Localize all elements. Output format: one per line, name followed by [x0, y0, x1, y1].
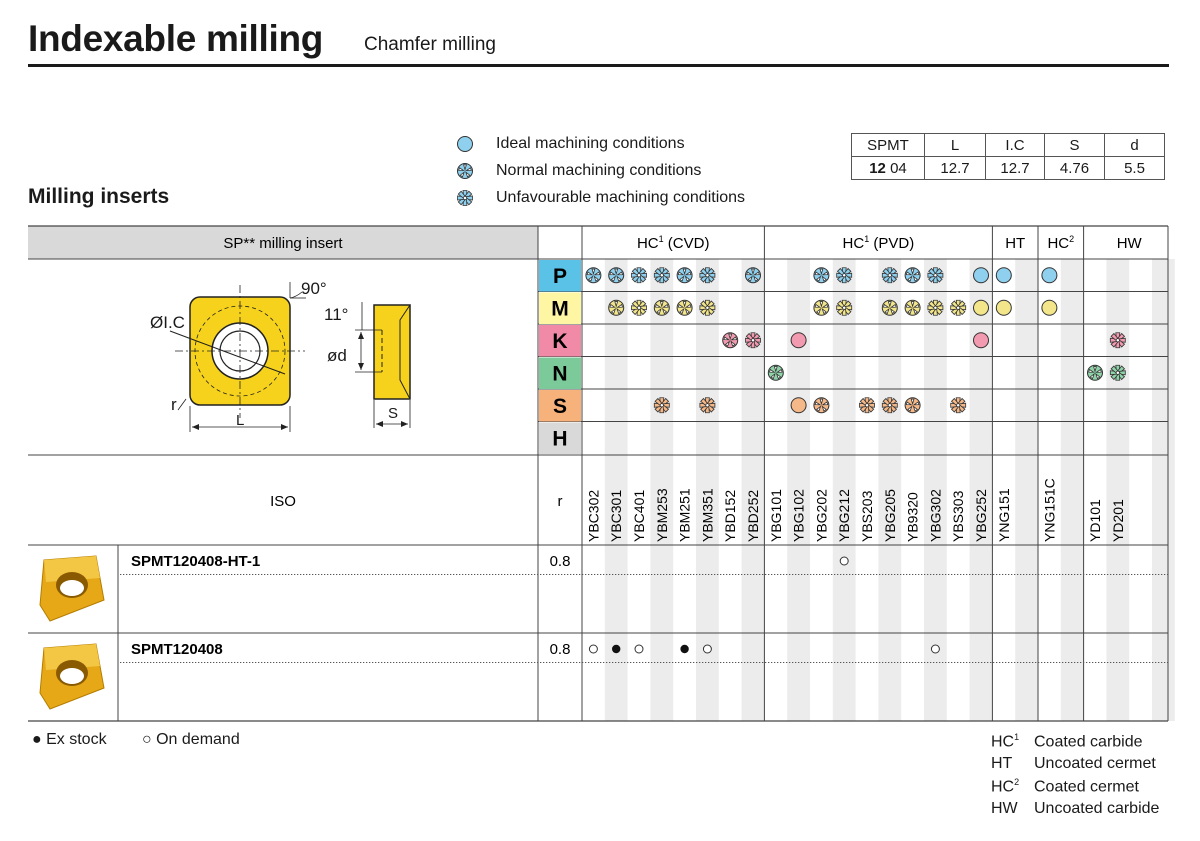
normal-condition-icon [905, 268, 920, 283]
grade-label: YD201 [1109, 499, 1126, 542]
normal-condition-icon [905, 300, 920, 315]
ideal-condition-icon [996, 268, 1011, 283]
normal-condition-icon [654, 300, 669, 315]
unfavourable-condition-icon [837, 268, 852, 283]
normal-condition-icon [677, 268, 692, 283]
material-letter: H [552, 427, 568, 451]
grade-label: YBG202 [813, 489, 830, 542]
key-row: $HC^1$ Coated carbide [991, 732, 1143, 751]
unfavourable-condition-icon [632, 268, 647, 283]
grade-label: YNG151C [1041, 478, 1058, 542]
grade-label: YBD152 [722, 489, 739, 542]
grade-label: YBM253 [653, 488, 670, 542]
material-letter: P [552, 265, 568, 288]
grade-group-header: $HC^2$ [1047, 234, 1075, 252]
dim-header: L [925, 134, 986, 157]
normal-condition-icon [677, 300, 692, 315]
normal-condition-icon [609, 268, 624, 283]
product-radius: 0.8 [549, 553, 571, 570]
dim-value: 12.7 [925, 157, 986, 180]
key-row: HT Uncoated cermet [991, 754, 1156, 772]
normal-condition-icon [814, 268, 829, 283]
legend-label: Normal machining conditions [496, 162, 702, 179]
grade-label: YBG101 [767, 489, 784, 542]
key-row: HW Uncoated carbide [991, 799, 1160, 817]
on-demand-marker [703, 645, 711, 653]
normal-condition-icon [768, 365, 783, 380]
insert-drawing [150, 279, 410, 432]
grade-label: YBG302 [927, 489, 944, 542]
dim-header: I.C [986, 134, 1045, 157]
ideal-condition-icon [974, 268, 989, 283]
l-label: L [236, 412, 245, 429]
ex-stock-marker [612, 645, 620, 653]
dim-value: 4.76 [1045, 157, 1105, 180]
ideal-condition-icon [1042, 268, 1057, 283]
insert-side-view [374, 305, 410, 399]
grade-group-header: HW [1116, 235, 1142, 252]
on-demand-label: On demand [156, 731, 240, 748]
normal-condition-icon [746, 268, 761, 283]
r-corner-label: r [171, 395, 177, 414]
grade-label: YBS303 [950, 490, 967, 542]
d-label: ød [327, 346, 347, 365]
normal-condition-icon [882, 300, 897, 315]
ideal-condition-icon [974, 300, 989, 315]
material-letter: M [551, 297, 569, 321]
unfavourable-condition-icon [951, 398, 966, 413]
iso-label: ISO [270, 493, 296, 510]
grade-label: YNG151 [995, 488, 1012, 542]
unfavourable-condition-icon [882, 268, 897, 283]
unfavourable-condition-icon [882, 398, 897, 413]
r-label: r [557, 493, 563, 510]
unfavourable-condition-icon [700, 398, 715, 413]
ideal-condition-icon [791, 333, 806, 348]
key-row: $HC^2$ Coated cermet [991, 777, 1139, 796]
s-label: S [388, 405, 399, 422]
product-radius: 0.8 [549, 641, 571, 658]
normal-condition-icon [723, 333, 738, 348]
product-code: SPMT120408 [131, 641, 223, 658]
dim-header: d [1105, 134, 1165, 157]
on-demand-legend: ○ On demand [142, 731, 240, 748]
grade-label: YBG252 [973, 489, 989, 542]
unfavourable-condition-icon [632, 300, 647, 315]
grade-label: YBC401 [631, 489, 647, 542]
on-demand-marker [840, 557, 848, 565]
on-demand-marker [931, 645, 939, 653]
material-letter: S [552, 395, 568, 418]
dim-header: SPMT [852, 134, 925, 157]
unfavourable-condition-icon [1110, 365, 1125, 380]
ideal-condition-icon [996, 300, 1011, 315]
angle-90-label: 90° [301, 279, 327, 298]
grade-label: YBC301 [608, 489, 625, 542]
unfavourable-condition-icon [928, 268, 943, 283]
ex-stock-marker [680, 645, 688, 653]
ideal-condition-icon [974, 333, 989, 348]
ex-stock-legend: ● Ex stock [32, 731, 107, 748]
normal-condition-icon [814, 300, 829, 315]
unfavourable-condition-icon [746, 333, 761, 348]
product-thumbnail [40, 556, 104, 621]
normal-condition-icon [1088, 365, 1103, 380]
angle-11-label: 11° [324, 305, 349, 324]
unfavourable-condition-icon [928, 300, 943, 315]
normal-condition-icon [905, 398, 920, 413]
ideal-condition-icon [1042, 300, 1057, 315]
material-letter: N [552, 362, 568, 386]
material-letter: K [552, 330, 568, 353]
dim-code-rest: 04 [890, 159, 907, 177]
on-demand-marker [635, 645, 643, 653]
page-subtitle: Chamfer milling [364, 34, 496, 55]
dim-value: 12.7 [986, 157, 1045, 180]
grade-group-header: HT [1005, 235, 1026, 252]
grade-label: YBS203 [859, 490, 875, 542]
dim-code-bold: 12 [869, 159, 886, 177]
grade-label: YBG212 [836, 489, 853, 542]
grade-label: YBM351 [699, 488, 716, 542]
material-key [991, 732, 1159, 822]
normal-condition-icon [586, 268, 601, 283]
normal-condition-icon [609, 300, 624, 315]
legend-label: Unfavourable machining conditions [496, 189, 746, 206]
product-code: SPMT120408-HT-1 [131, 553, 261, 570]
grade-group-header: $HC^1$ (PVD) [842, 234, 915, 252]
grade-label: YBG102 [790, 489, 807, 542]
grade-label: YB9320 [904, 492, 921, 542]
unfavourable-condition-icon [951, 300, 966, 315]
unfavourable-condition-icon [654, 398, 669, 413]
grade-label: YBC302 [585, 489, 602, 542]
dim-header: S [1045, 134, 1105, 157]
unfavourable-condition-icon [1110, 333, 1125, 348]
normal-condition-icon [814, 398, 829, 413]
unfavourable-condition-icon [860, 398, 875, 413]
unfavourable-condition-icon [837, 300, 852, 315]
grade-label: YBD252 [745, 489, 761, 542]
page-title: Indexable milling [28, 18, 324, 59]
unfavourable-condition-icon [700, 268, 715, 283]
grade-label: YD101 [1087, 499, 1103, 542]
unfavourable-condition-icon [700, 300, 715, 315]
grade-group-header: $HC^1$ (CVD) [636, 234, 710, 252]
grade-label: YBG205 [881, 489, 898, 542]
section-title: Milling inserts [28, 185, 170, 208]
unfavourable-condition-icon [654, 268, 669, 283]
dim-value: 5.5 [1105, 157, 1165, 180]
ex-stock-label: Ex stock [46, 731, 107, 748]
ic-label: ØI.C [150, 313, 185, 332]
ideal-condition-icon [791, 398, 806, 413]
grade-label: YBM251 [676, 488, 693, 542]
product-thumbnail [40, 644, 104, 709]
on-demand-marker [589, 645, 597, 653]
legend-label: Ideal machining conditions [496, 135, 685, 152]
insert-header: SP** milling insert [223, 235, 343, 252]
